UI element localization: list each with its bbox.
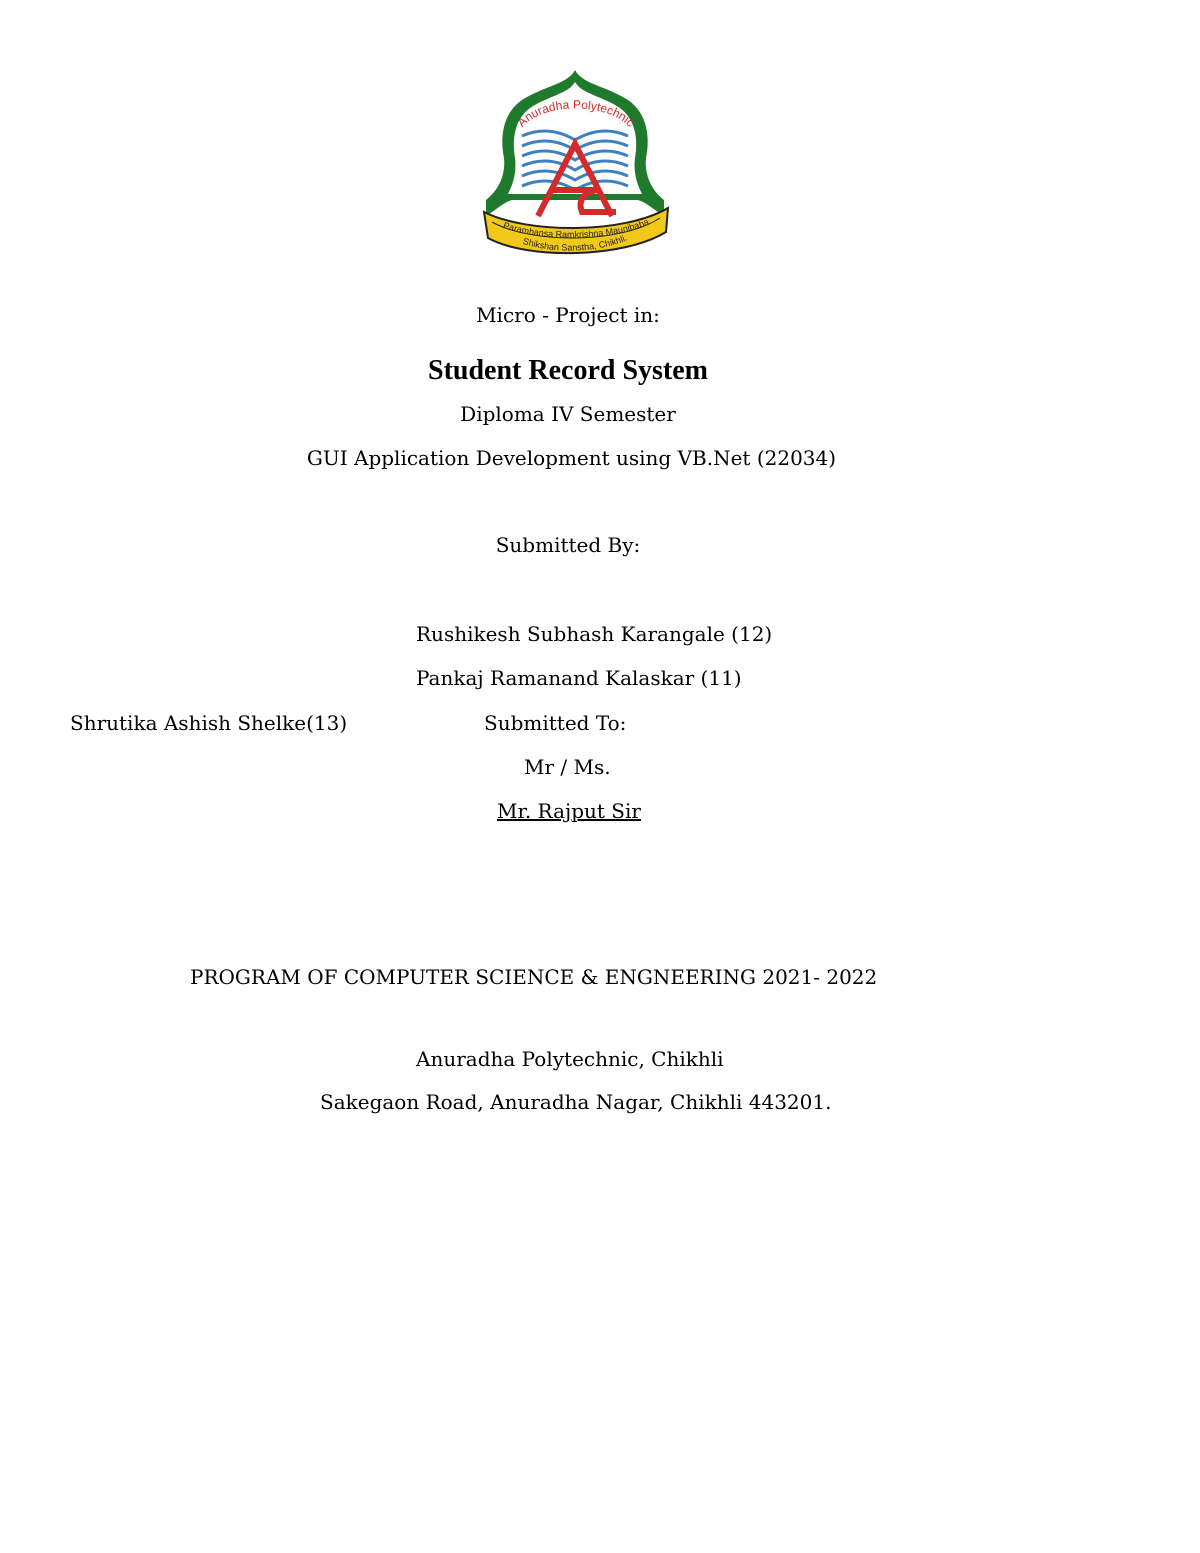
course-text: GUI Application Development using VB.Net (22034) — [306, 446, 837, 470]
semester-text: Diploma IV Semester — [460, 402, 676, 426]
submitted-by-label: Submitted By: — [495, 533, 641, 557]
logo-arc-text: Anuradha Polytechnic — [514, 97, 638, 130]
salutation-text: Mr / Ms. — [524, 755, 611, 779]
program-text: PROGRAM OF COMPUTER SCIENCE & ENGNEERING 2021- 2022 — [190, 965, 878, 989]
micro-project-label: Micro - Project in: — [476, 303, 660, 327]
submitted-to-label: Submitted To: — [484, 711, 627, 735]
student-name: Pankaj Ramanand Kalaskar (11) — [416, 666, 742, 690]
student-name: Rushikesh Subhash Karangale (12) — [416, 622, 773, 646]
student-name: Shrutika Ashish Shelke(13) — [70, 711, 348, 735]
logo-banner-text-1: Paramhansa Ramkrishna Maunibaba — [502, 216, 651, 240]
logo-banner-text-2: Shikshan Sanstha, Chikhli. — [521, 232, 629, 253]
institute-logo — [478, 66, 672, 264]
institute-name: Anuradha Polytechnic, Chikhli — [416, 1047, 724, 1071]
project-title: Student Record System — [428, 355, 708, 386]
teacher-name: Mr. Rajput Sir — [497, 799, 641, 823]
institute-address: Sakegaon Road, Anuradha Nagar, Chikhli 443201. — [320, 1090, 832, 1114]
